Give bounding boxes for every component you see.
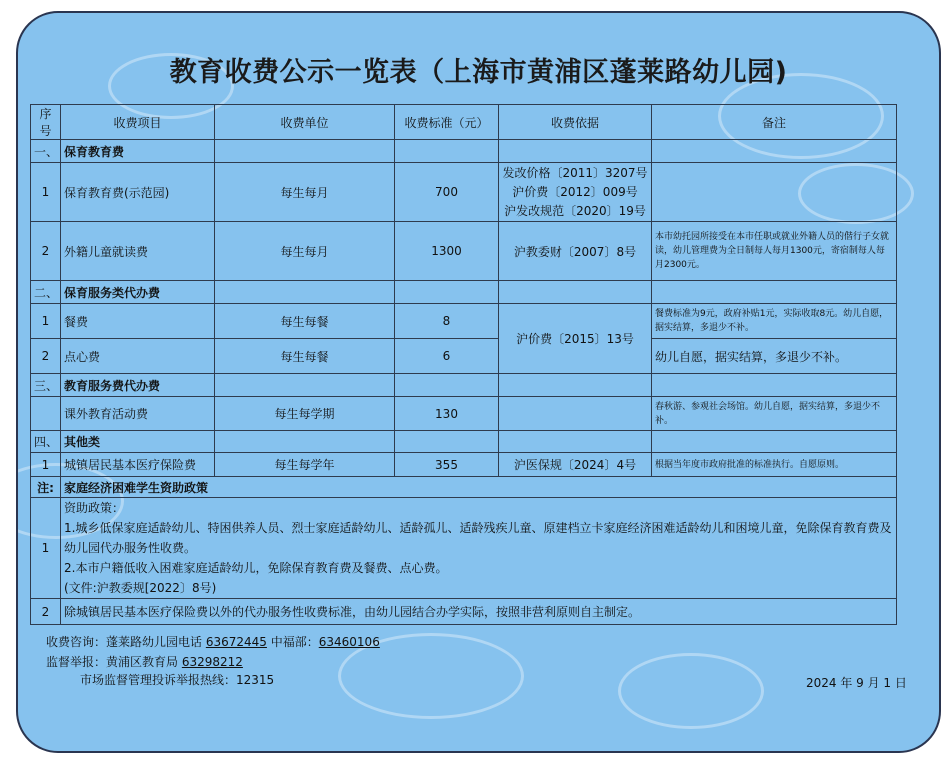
fee-unit: 每生每餐: [215, 304, 395, 339]
section-name: 其他类: [61, 431, 215, 453]
basis-line: 沪发改规范〔2020〕19号: [504, 203, 646, 218]
section-row: [31, 431, 897, 453]
fee-unit: 每生每月: [215, 222, 395, 281]
policy-row: [31, 498, 897, 599]
consult-line: [46, 633, 380, 650]
fee-standard: 700: [395, 163, 499, 222]
col-header-unit: 收费单位: [215, 105, 395, 140]
consult-label: 收费咨询：: [46, 635, 107, 649]
notes-title: 家庭经济困难学生资助政策: [61, 477, 897, 498]
branch-phone: 63460106: [318, 635, 380, 649]
fee-basis: 沪教委财〔2007〕8号: [499, 222, 652, 281]
row-index: 2: [31, 599, 61, 625]
section-name: 教育服务费代办费: [61, 374, 215, 397]
table-row: [31, 163, 897, 222]
fee-basis: [499, 163, 652, 222]
fee-basis: [499, 397, 652, 431]
cloud-decoration: [618, 653, 764, 729]
report-line: [46, 653, 243, 670]
fee-note: 本市幼托园所接受在本市任职或就业外籍人员的偕行子女就读，幼儿管理费为全日制每人每月1300元，寄宿制每人每月2300元。: [652, 222, 897, 281]
row-index: 2: [31, 222, 61, 281]
policy-text: [61, 498, 897, 599]
policy-line: 2.本市户籍低收入困难家庭适龄幼儿，免除保育教育费及餐费、点心费。: [64, 561, 448, 575]
fee-table: [30, 104, 897, 625]
fee-unit: 每生每学年: [215, 453, 395, 477]
section-name: 保育服务类代办费: [61, 281, 215, 304]
report-label: 监督举报：: [46, 655, 107, 669]
section-row: [31, 281, 897, 304]
consult-phone: 63672445: [205, 635, 267, 649]
market-phone: 12315: [236, 673, 275, 687]
report-text: 黄浦区教育局: [106, 655, 182, 669]
section-index: 一、: [31, 140, 61, 163]
table-row: [31, 397, 897, 431]
fee-item: 外籍儿童就读费: [61, 222, 215, 281]
policy-row: [31, 599, 897, 625]
col-header-basis: 收费依据: [499, 105, 652, 140]
basis-line: 发改价格〔2011〕3207号: [502, 165, 648, 180]
fee-item: 餐费: [61, 304, 215, 339]
fee-unit: 每生每月: [215, 163, 395, 222]
fee-standard: 6: [395, 339, 499, 374]
basis-line: 沪价费〔2012〕009号: [512, 184, 638, 199]
fee-note: 餐费标准为9元，政府补贴1元，实际收取8元。幼儿自愿，据实结算，多退少不补。: [652, 304, 897, 339]
fee-standard: 8: [395, 304, 499, 339]
fee-basis: 沪医保规〔2024〕4号: [499, 453, 652, 477]
fee-item: 课外教育活动费: [61, 397, 215, 431]
col-header-item: 收费项目: [61, 105, 215, 140]
fee-note: 幼儿自愿，据实结算，多退少不补。: [652, 339, 897, 374]
row-index: [31, 397, 61, 431]
fee-unit: 每生每餐: [215, 339, 395, 374]
row-index: 1: [31, 498, 61, 599]
policy-line: 资助政策：: [64, 501, 125, 515]
fee-standard: 130: [395, 397, 499, 431]
branch-label: 中福部：: [266, 635, 319, 649]
section-index: 二、: [31, 281, 61, 304]
table-header-row: [31, 105, 897, 140]
notes-header-row: [31, 477, 897, 498]
table-row: [31, 339, 897, 374]
fee-note: 根据当年度市政府批准的标准执行。自愿原则。: [652, 453, 897, 477]
fee-item: 保育教育费(示范园): [61, 163, 215, 222]
fee-item: 点心费: [61, 339, 215, 374]
section-index: 四、: [31, 431, 61, 453]
fee-note: [652, 163, 897, 222]
report-phone: 63298212: [181, 655, 243, 669]
col-header-note: 备注: [652, 105, 897, 140]
fee-standard: 1300: [395, 222, 499, 281]
market-text: 市场监督管理投诉举报热线：: [80, 673, 237, 687]
fee-basis: 沪价费〔2015〕13号: [499, 304, 652, 374]
policy-text: 除城镇居民基本医疗保险费以外的代办服务性收费标准，由幼儿园结合办学实际，按照非营利原则自主制定。: [61, 599, 897, 625]
col-header-standard: 收费标准（元）: [395, 105, 499, 140]
section-row: [31, 374, 897, 397]
policy-line: 1.城乡低保家庭适龄幼儿、特困供养人员、烈士家庭适龄幼儿、适龄孤儿、适龄残疾儿童、原建档立卡家庭经济困难适龄幼儿和困境儿童，免除保育教育费及幼儿园代办服务性收费。: [64, 521, 892, 555]
section-name: 保育教育费: [61, 140, 215, 163]
fee-unit: 每生每学期: [215, 397, 395, 431]
row-index: 1: [31, 453, 61, 477]
table-row: [31, 453, 897, 477]
row-index: 2: [31, 339, 61, 374]
section-row: [31, 140, 897, 163]
market-line: [80, 671, 274, 688]
fee-note: 春秋游、参观社会场馆。幼儿自愿，据实结算，多退少不补。: [652, 397, 897, 431]
page-title: 教育收费公示一览表（上海市黄浦区蓬莱路幼儿园): [169, 57, 788, 88]
publish-date: 2024 年 9 月 1 日: [806, 676, 907, 690]
notes-label: 注:: [31, 477, 61, 498]
table-row: [31, 222, 897, 281]
fee-item: 城镇居民基本医疗保险费: [61, 453, 215, 477]
row-index: 1: [31, 304, 61, 339]
consult-text: 蓬莱路幼儿园电话: [106, 635, 206, 649]
section-index: 三、: [31, 374, 61, 397]
col-header-index: 序号: [31, 105, 61, 140]
table-row: [31, 304, 897, 339]
policy-line: (文件:沪教委规[2022〕8号): [64, 581, 217, 595]
row-index: 1: [31, 163, 61, 222]
fee-standard: 355: [395, 453, 499, 477]
